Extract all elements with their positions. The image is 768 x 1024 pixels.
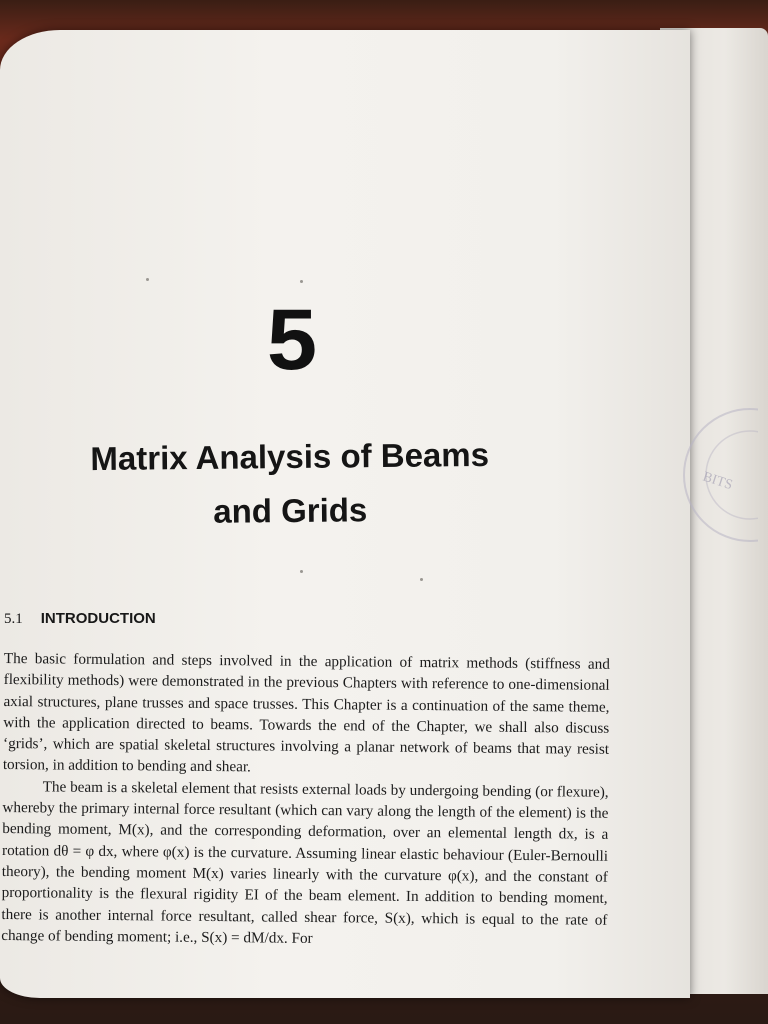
paragraph-2: The beam is a skeletal element that resists external loads by undergoing bending (or flexure), whereby the primary internal force resultant (which can vary along the length of the element) is the bending moment, M(x), and the corresponding deformation, over an elemental length dx, is a rotation dθ = φ dx, where φ(x) is the curvature. Assuming linear elastic behaviour (Euler-Bernoulli theory), the bending moment M(x) varies linearly with the curvature φ(x), and the constant of proportionality is the flexural rigidity EI of the beam element. In addition to bending moment, there is another internal force resultant, called shear force, S(x), which is equal to the rate of change of bending moment; i.e., S(x) = dM/dx. For [1,778,609,947]
section-number: 5.1 [4,611,23,627]
body-text [1,648,610,952]
library-stamp [672,400,758,550]
stamp-text: BITS [700,469,735,494]
section-title: INTRODUCTION [40,610,156,627]
chapter-title [29,427,550,540]
paragraph-1: The basic formulation and steps involved in the application of matrix methods (stiffness and flexibility methods) were demonstrated in the previous Chapters with reference to one-dimensional axial structures, plane trusses and space trusses. This Chapter is a continuation of the same theme, with the application directed to beams. Towards the end of the Chapter, we shall also discuss ‘grids’, which are spatial skeletal structures involving a planar network of beams that may resist torsion, in addition to bending and shear. [2,649,610,776]
chapter-title-line-2: and Grids [213,491,368,530]
section-heading [4,610,304,628]
chapter-title-line-1: Matrix Analysis of Beams [90,435,490,478]
chapter-number: 5 [266,292,318,388]
